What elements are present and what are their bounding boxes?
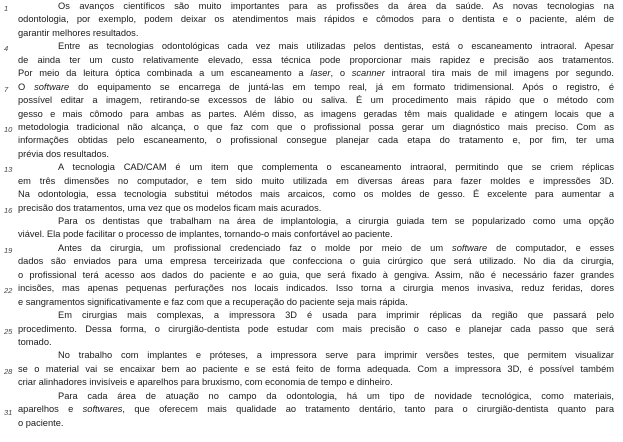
text-line: Entre as tecnologias odontológicas cada vez mais utilizadas pelos dentistas, está o escaneamento intraoral. Apesar xyxy=(58,41,614,52)
text-line: informações obtidas pelo escaneamento, o profissional consegue planejar cada etapa do tratamento e, por fim, ter uma xyxy=(18,135,614,146)
text-line: se o material vai se encaixar bem ao paciente e se está feito de forma adequada. Com a impressora 3D, é possível também xyxy=(18,363,614,374)
text-line: procedimento. Dessa forma, o cirurgião-dentista pode estudar com mais precisão o caso e planejar cada passo que será xyxy=(18,323,614,334)
text-line: Para cada área de atuação no campo da odontologia, há um tipo de novidade tecnológica, como materiais, xyxy=(58,390,614,401)
text-line: incisões, mas apenas pequenas perfurações nos locais indicados. Isso torna a cirurgia menos invasiva, reduz feridas, dores xyxy=(18,283,614,294)
line-number: 4 xyxy=(4,44,9,54)
line-number: 1 xyxy=(4,4,9,13)
text-line: o profissional terá acesso aos dados do paciente e ao guia, que será fixado à gengiva. Assim, não é necessário fazer grandes xyxy=(18,269,614,280)
line-number: 22 xyxy=(4,286,13,296)
text-line: de ainda ter um custo relativamente elevado, essa técnica pode proporcionar mais rapidez e precisão aos tratamentos. xyxy=(18,54,614,65)
text-line: tomado. xyxy=(18,336,52,347)
text-line: criar alinhadores invisíveis e aparelhos para bruxismo, com economia de tempo e dinheiro. xyxy=(18,377,393,388)
text-line: Por meio da leitura óptica combinada a um escaneamento a laser, o scanner intraoral tira mais de mil imagens por segundo. xyxy=(18,68,614,79)
line-number: 7 xyxy=(4,84,9,94)
text-line: prévia dos resultados. xyxy=(18,148,109,159)
article-text xyxy=(18,0,614,430)
line-number: 28 xyxy=(4,367,13,377)
text-line: A tecnologia CAD/CAM é um item que complementa o escaneamento intraoral, permitindo que se criem réplicas xyxy=(58,162,614,173)
text-line: No trabalho com implantes e próteses, a impressora serve para imprimir versões testes, que permitem visualizar xyxy=(58,350,614,361)
text-line: dados são enviados para uma empresa terceirizada que confecciona o guia cirúrgico que será utilizado. No dia da cirurgia, xyxy=(18,256,614,267)
text-line: e sangramentos significativamente e faz com que a recuperação do paciente seja mais rápida. xyxy=(18,296,408,307)
text-line: viável. Ela pode facilitar o processo de implantes, tornando-o mais confortável ao paciente. xyxy=(18,229,393,240)
line-number: 16 xyxy=(4,205,13,215)
line-number: 25 xyxy=(4,326,13,336)
text-line: possível editar a imagem, retirando-se excessos de lábio ou saliva. É um procedimento mais rápido que o método com xyxy=(18,95,614,106)
text-line: Antes da cirurgia, um profissional credenciado faz o molde por meio de um software de computador, e esses xyxy=(58,242,614,253)
line-number: 19 xyxy=(4,246,13,256)
text-line: aparelhos e softwares, que oferecem mais qualidade ao tratamento dentário, tanto para o cirurgião-dentista quanto para xyxy=(18,404,614,415)
text-line: o paciente. xyxy=(18,417,64,428)
text-line: Na odontologia, essa tecnologia substitui métodos mais arcaicos, como os moldes de gesso. É excelente para aumentar a xyxy=(18,189,614,200)
line-number: 10 xyxy=(4,125,13,135)
text-line: garantir melhores resultados. xyxy=(18,27,139,38)
text-line: metodologia tradicional não alcança, o que faz com que o profissional possa gerar um diagnóstico mais preciso. Com as xyxy=(18,121,614,132)
text-line: Os avanços científicos são muito importantes para as profissões da área da saúde. As novas tecnologias na xyxy=(58,1,614,11)
text-line: gesso e mais cômodo para ambas as partes. Além disso, as imagens geradas têm mais qualidade e atingem locais que a xyxy=(18,108,614,119)
text-line: O software do equipamento se encarrega de juntá-las em tempo real, já em formato tridimensional. Após o registro, é xyxy=(18,81,614,92)
line-number: 31 xyxy=(4,407,13,417)
text-line: precisão dos tratamentos, uma vez que os modelos ficam mais acurados. xyxy=(18,202,322,213)
text-line: Para os dentistas que trabalham na área de implantologia, a cirurgia guiada tem se popularizado como uma opção xyxy=(58,216,614,226)
text-line: Em cirurgias mais complexas, a impressora 3D é usada para imprimir réplicas da região que passará pelo xyxy=(58,310,614,321)
text-line: em três dimensões no computador, e tem sido muito utilizada em diversas áreas para fazer moldes e impressões 3D. xyxy=(18,175,614,186)
line-number: 13 xyxy=(4,165,13,175)
text-line: odontologia, por exemplo, podem deixar os atendimentos mais rápidos e cômodos para o dentista e o paciente, além de xyxy=(18,14,614,25)
